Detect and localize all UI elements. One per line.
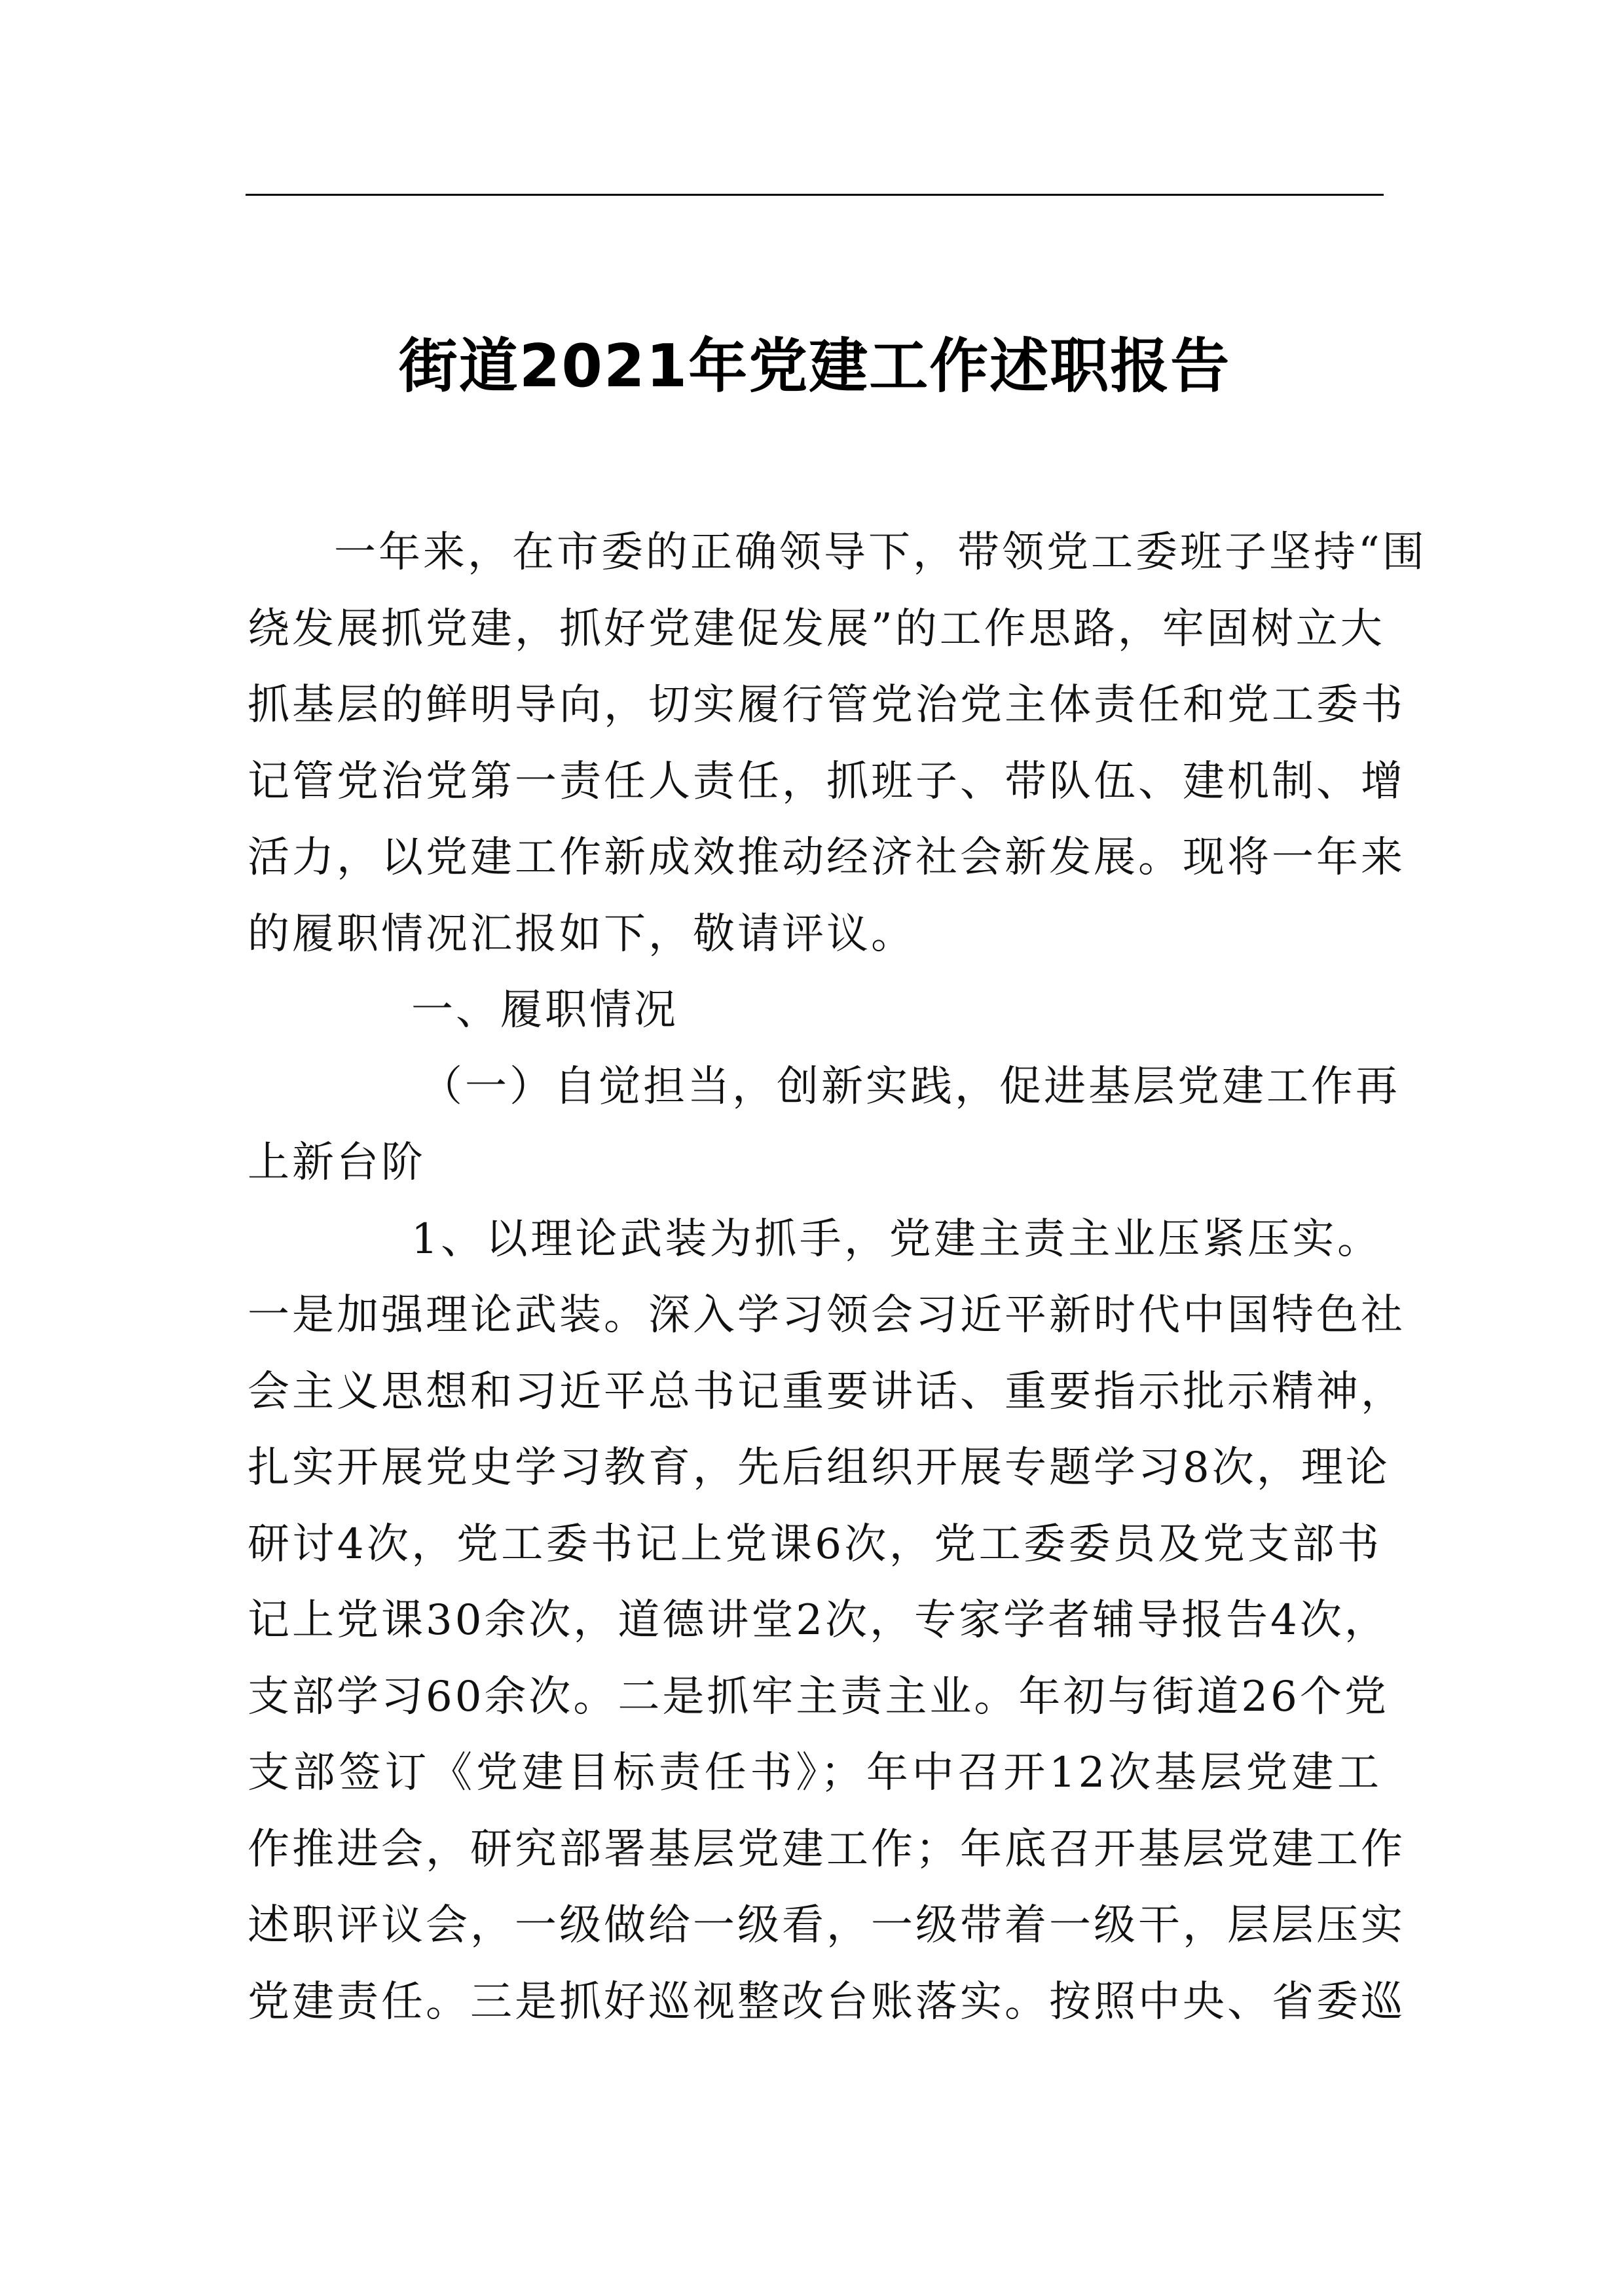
paragraph-line: 党建责任。三是抓好巡视整改台账落实。按照中央、省委巡 <box>248 1977 1405 2026</box>
paragraph-line: 支部学习60余次。二是抓牢主责主业。年初与街道26个党 <box>248 1672 1389 1721</box>
paragraph-line: 作推进会，研究部署基层党建工作；年底召开基层党建工作 <box>248 1825 1405 1874</box>
document-title: 街道2021年党建工作述职报告 <box>398 332 1231 401</box>
paragraph-line: 抓基层的鲜明导向，切实履行管党治党主体责任和党工委书 <box>248 681 1405 729</box>
paragraph-line: 会主义思想和习近平总书记重要讲话、重要指示批示精神， <box>248 1367 1405 1416</box>
paragraph-line: 的履职情况汇报如下，敬请评议。 <box>248 909 915 958</box>
item-heading: 1、以理论武装为抓手，党建主责主业压紧压实。 <box>411 1214 1382 1264</box>
paragraph-line: 扎实开展党史学习教育，先后组织开展专题学习8次，理论 <box>248 1444 1390 1492</box>
paragraph-line: 支部签订《党建目标责任书》；年中召开12次基层党建工 <box>248 1749 1382 1797</box>
subsection-heading: （一）自觉担当，创新实践，促进基层党建工作再 <box>420 1062 1400 1111</box>
paragraph-line: 述职评议会，一级做给一级看，一级带着一级干，层层压实 <box>248 1901 1405 1950</box>
paragraph-line: 研讨4次，党工委书记上党课6次，党工委委员及党支部书 <box>248 1520 1382 1569</box>
paragraph-line: 绕发展抓党建，抓好党建促发展”的工作思路，牢固树立大 <box>248 604 1385 653</box>
header-rule <box>246 194 1384 196</box>
paragraph-line: 记上党课30余次，道德讲堂2次，专家学者辅导报告4次， <box>248 1596 1389 1645</box>
document-body <box>248 515 1427 2040</box>
paragraph-line: 活力，以党建工作新成效推动经济社会新发展。现将一年来 <box>248 833 1405 882</box>
paragraph-line: 一年来，在市委的正确领导下，带领党工委班子坚持“围 <box>334 528 1427 577</box>
paragraph-line: 记管党治党第一责任人责任，抓班子、带队伍、建机制、增 <box>248 757 1405 806</box>
paragraph-line: 一是加强理论武装。深入学习领会习近平新时代中国特色社 <box>248 1291 1405 1339</box>
section-heading: 一、履职情况 <box>411 986 678 1034</box>
subsection-heading-cont: 上新台阶 <box>248 1139 426 1187</box>
